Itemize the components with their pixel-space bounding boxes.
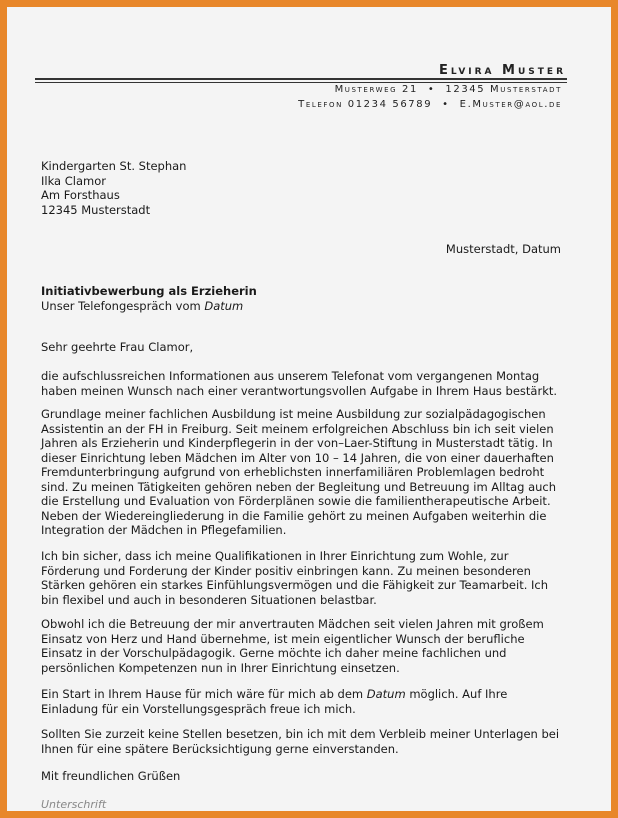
paragraph-1 <box>41 369 557 398</box>
paragraph-start <box>41 687 507 716</box>
sender-city: 12345 Musterstadt <box>445 84 562 95</box>
paragraph-line: Ich bin sicher, dass ich meine Qualifikationen in Ihrer Einrichtung zum Wohle, zur <box>41 549 509 563</box>
paragraph-line: die aufschlussreichen Informationen aus unserem Telefonat vom vergangenen Montag <box>41 369 540 383</box>
paragraph-line: Einladung für ein Vorstellungsgespräch freue ich mich. <box>41 701 356 716</box>
paragraph-2 <box>41 407 556 538</box>
subject-block <box>41 284 257 313</box>
paragraph-line: Sollten Sie zurzeit keine Stellen besetzen, bin ich mit dem Verbleib meiner Unterlagen bei <box>41 727 560 741</box>
paragraph-line: Grundlage meiner fachlichen Ausbildung ist meine Ausbildung zur sozialpädagogischen <box>41 407 546 421</box>
separator-dot: • <box>427 84 436 95</box>
subject-reference-date: Datum <box>204 298 244 313</box>
subject-reference <box>41 299 257 314</box>
paragraph-line: Assistentin an der FH in Freiburg. Seit meinem erfolgreichen Abschluss bin ich seit vielen <box>41 421 554 436</box>
paragraph-line: Einsatz von Herz und Hand übernehme, ist mein eigentlicher Wunsch der berufliche <box>41 631 525 646</box>
paragraph-line: persönlichen Kompetenzen nun in Ihrer Einrichtung einsetzen. <box>41 660 400 675</box>
paragraph-4 <box>41 617 544 675</box>
subject-title: Initiativbewerbung als Erzieherin <box>41 284 257 298</box>
separator-dot: • <box>442 99 450 110</box>
paragraph-line: haben meinen Wunsch nach einer verantwortungsvollen Aufgabe in Ihrem Haus bestärkt. <box>41 383 558 398</box>
recipient-line: Ilka Clamor <box>41 173 106 188</box>
place-date: Musterstadt, Datum <box>445 242 561 256</box>
paragraph-line: Obwohl ich die Betreuung der mir anvertrauten Mädchen seit vielen Jahren mit großem <box>41 617 544 631</box>
paragraph-line <box>41 687 507 702</box>
sender-email: E.Muster@aol.de <box>459 99 562 110</box>
closing: Mit freundlichen Grüßen <box>41 769 181 783</box>
paragraph-line: Fremdunterbringung aufgrund von erheblichsten innerfamiliären Problemlagen bedroht <box>41 465 545 479</box>
paragraph-line: dieser Einrichtung leben Mädchen im Alter von 10 – 14 Jahren, die von einer dauerhaften <box>41 450 554 465</box>
sender-address-line <box>335 84 562 95</box>
paragraph-line: Einsatz in der Vorschulpädagogik. Gerne möchte ich daher meine fachlichen und <box>41 646 507 660</box>
start-text: Ein Start in Ihrem Hause für mich wäre für mich ab dem <box>41 687 367 701</box>
header-rule <box>35 78 567 80</box>
salutation: Sehr geehrte Frau Clamor, <box>41 340 194 354</box>
header-rule-thin <box>35 82 567 83</box>
sender-street: Musterweg 21 <box>334 84 418 95</box>
sender-phone: Telefon 01234 56789 <box>298 99 433 110</box>
paragraph-line: Jahren als Erzieherin und Kinderpflegerin in der von–Laer-Stiftung in Musterstadt tätig. In <box>41 436 553 450</box>
recipient-line: 12345 Musterstadt <box>41 202 151 217</box>
paragraph-line: die Erstellung und Evaluation von Förderplänen sowie die familientherapeutische Arbeit. <box>41 494 551 508</box>
paragraph-final <box>41 727 559 756</box>
paragraph-line: Stärken gehören ein starkes Einfühlungsvermögen und die Fähigkeit zur Teamarbeit. Ich <box>41 578 549 592</box>
signature-placeholder: Unterschrift <box>41 798 107 811</box>
paragraph-line: Neben der Wiedereingliederung in die Familie gehört zu meinen Aufgaben weiterhin die <box>41 508 547 523</box>
paragraph-line: Ihnen für eine spätere Berücksichtigung gerne einverstanden. <box>41 741 399 756</box>
subject-reference-text: Unser Telefongespräch vom <box>41 298 205 313</box>
letter-page <box>14 14 618 818</box>
paragraph-line: Förderung und Forderung der Kinder positiv einbringen kann. Zu meinen besonderen <box>41 563 531 578</box>
sender-contact-line <box>298 99 562 110</box>
start-date: Datum <box>366 687 406 701</box>
recipient-line: Am Forsthaus <box>41 188 120 202</box>
sender-name: Elvira Muster <box>438 63 566 78</box>
paragraph-line: bin flexibel und auch in besonderen Situationen belastbar. <box>41 592 377 607</box>
paragraph-line: sind. Zu meinen Tätigkeiten gehören neben der Begleitung und Betreuung im Alltag auch <box>41 479 557 494</box>
start-text-end: möglich. Auf Ihre <box>405 687 508 701</box>
paragraph-3 <box>41 549 548 607</box>
recipient-address <box>41 159 186 217</box>
paragraph-line: Integration der Mädchen in Pflegefamilien. <box>41 523 287 537</box>
recipient-line: Kindergarten St. Stephan <box>41 159 187 173</box>
